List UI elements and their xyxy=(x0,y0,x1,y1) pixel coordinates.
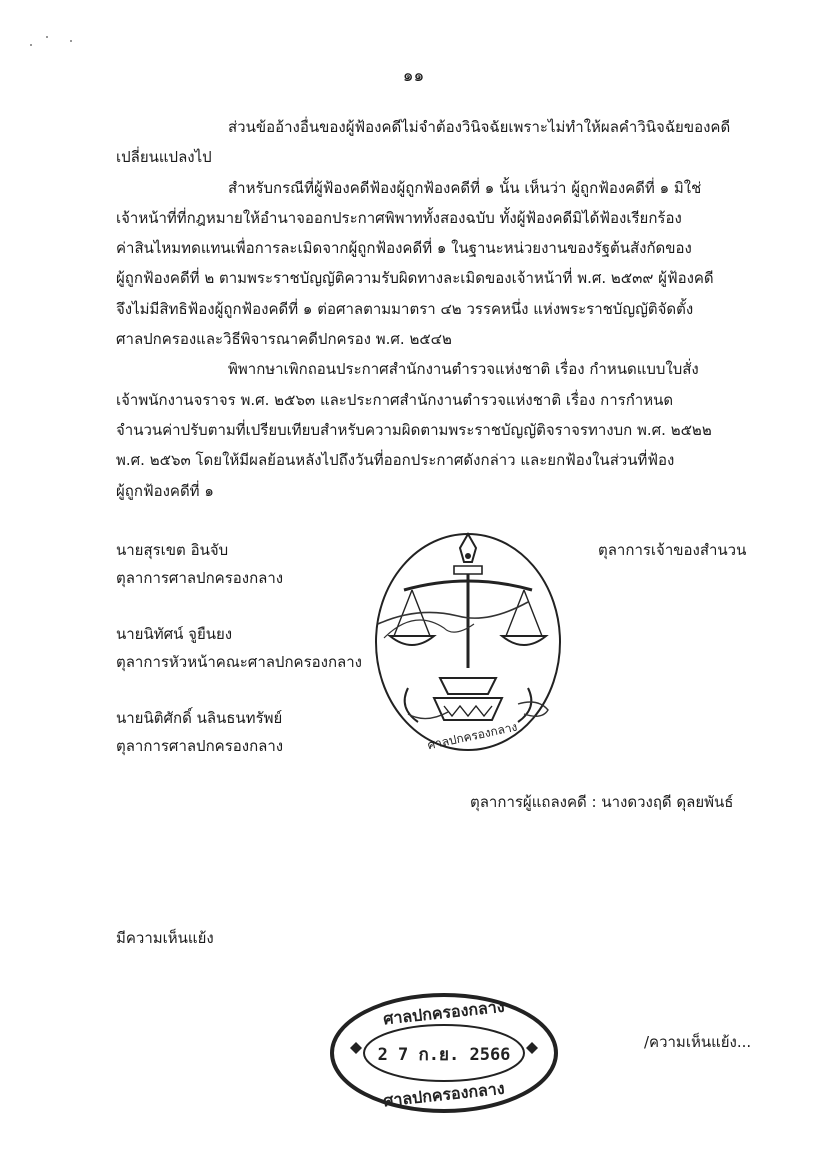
judge-3-name: นายนิติศักดิ์ นลินธนทรัพย์ xyxy=(116,709,283,727)
court-seal xyxy=(368,528,568,756)
stamp-bottom-text: ศาลปกครองกลาง xyxy=(382,1078,506,1111)
judge-2-name: นายนิทัศน์ จูยืนยง xyxy=(116,625,233,643)
owner-judge-title: ตุลาการเจ้าของสำนวน xyxy=(598,541,747,559)
paragraph-line: พ.ศ. ๒๕๖๓ โดยให้มีผลย้อนหลังไปถึงวันที่ออกประกาศดังกล่าว และยกฟ้องในส่วนที่ฟ้อง xyxy=(116,451,675,470)
paragraph-line: ผู้ถูกฟ้องคดีที่ ๑ xyxy=(116,481,214,500)
judgment-body xyxy=(116,112,756,506)
paragraph-line: จำนวนค่าปรับตามที่เปรียบเทียบสำหรับความผิดตามพระราชบัญญัติจราจรทางบก พ.ศ. ๒๕๒๒ xyxy=(116,420,712,439)
received-stamp xyxy=(328,990,560,1116)
presenting-judge: ตุลาการผู้แถลงคดี : นางดวงฤดี ดุลยพันธ์ xyxy=(470,793,734,811)
paragraph-line: พิพากษาเพิกถอนประกาศสำนักงานตำรวจแห่งชาติ เรื่อง กำหนดแบบใบสั่ง xyxy=(228,360,699,379)
paragraph-line: สำหรับกรณีที่ผู้ฟ้องคดีฟ้องผู้ถูกฟ้องคดีที่ ๑ นั้น เห็นว่า ผู้ถูกฟ้องคดีที่ ๑ มิใช่ xyxy=(228,178,702,197)
paragraph-line: ผู้ถูกฟ้องคดีที่ ๒ ตามพระราชบัญญัติความรับผิดทางละเมิดของเจ้าหน้าที่ พ.ศ. ๒๕๓๙ ผู้ฟ้องคดี xyxy=(116,269,714,288)
scan-speck xyxy=(70,40,72,42)
seal-label: ศาลปกครองกลาง xyxy=(426,719,519,753)
paragraph-line: เจ้าพนักงานจราจร พ.ศ. ๒๕๖๓ และประกาศสำนักงานตำรวจแห่งชาติ เรื่อง การกำหนด xyxy=(116,390,674,409)
scan-speck xyxy=(46,36,48,38)
paragraph-line: ศาลปกครองและวิธีพิจารณาคดีปกครอง พ.ศ. ๒๕๔๒ xyxy=(116,330,452,349)
dissent-label: มีความเห็นแย้ง xyxy=(116,929,214,947)
paragraph-line: เปลี่ยนแปลงไป xyxy=(116,148,212,167)
stamp-date: 2 7 ก.ย. 2566 xyxy=(377,1045,511,1065)
judge-2-title: ตุลาการหัวหน้าคณะศาลปกครองกลาง xyxy=(116,653,362,671)
judge-1-name: นายสุรเขต อินจับ xyxy=(116,541,229,559)
continuation-note: /ความเห็นแย้ง... xyxy=(644,1033,752,1051)
paragraph-line: จึงไม่มีสิทธิฟ้องผู้ถูกฟ้องคดีที่ ๑ ต่อศาลตามมาตรา ๔๒ วรรคหนึ่ง แห่งพระราชบัญญัติจัดตั้ง xyxy=(116,299,694,318)
judge-1-title: ตุลาการศาลปกครองกลาง xyxy=(116,569,284,587)
page-number: ๑๑ xyxy=(402,66,425,86)
paragraph-line: ส่วนข้ออ้างอื่นของผู้ฟ้องคดีไม่จำต้องวินิจฉัยเพราะไม่ทำให้ผลคำวินิจฉัยของคดี xyxy=(228,118,731,136)
paragraph-line: ค่าสินไหมทดแทนเพื่อการละเมิดจากผู้ถูกฟ้องคดีที่ ๑ ในฐานะหน่วยงานของรัฐต้นสังกัดของ xyxy=(116,239,692,258)
stamp-top-text: ศาลปกครองกลาง xyxy=(382,996,506,1029)
scan-speck xyxy=(30,44,32,46)
paragraph-line: เจ้าหน้าที่ที่กฎหมายให้อำนาจออกประกาศพิพาททั้งสองฉบับ ทั้งผู้ฟ้องคดีมิได้ฟ้องเรียกร้อง xyxy=(116,208,682,227)
judge-3-title: ตุลาการศาลปกครองกลาง xyxy=(116,737,284,755)
